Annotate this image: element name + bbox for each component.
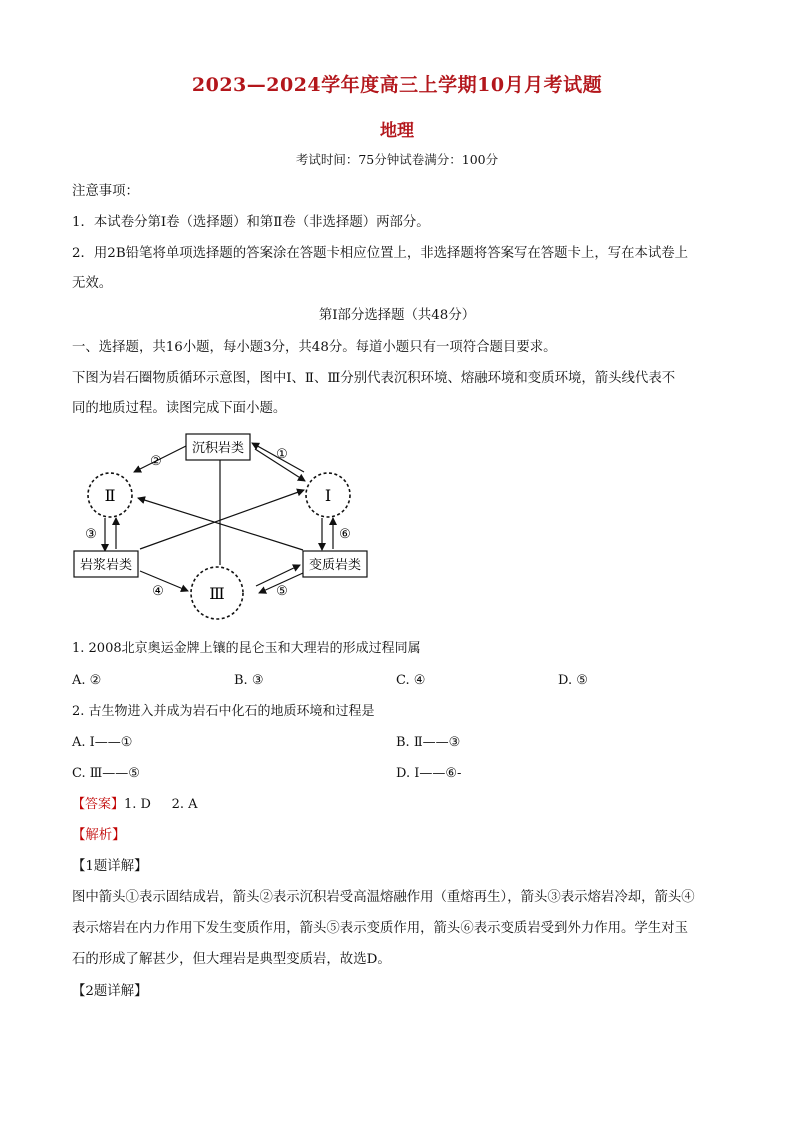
label-arrow-5: ⑤ bbox=[276, 584, 288, 599]
box-sedimentary-label: 沉积岩类 bbox=[191, 441, 245, 456]
label-arrow-4: ④ bbox=[152, 584, 164, 599]
question-2-stem: 2. 古生物进入并成为岩石中化石的地质环境和过程是 bbox=[72, 704, 375, 719]
arrow-magmatic-to-I bbox=[140, 490, 304, 549]
rock-cycle-diagram bbox=[60, 425, 380, 625]
detail-1-line-3: 石的形成了解甚少，但大理岩是典型变质岩，故选D。 bbox=[72, 952, 391, 967]
part-heading: 第Ⅰ部分选择题（共48分） bbox=[318, 308, 476, 323]
question-1-option-a: A. ② bbox=[72, 673, 102, 688]
label-arrow-6: ⑥ bbox=[339, 527, 351, 542]
answer-row bbox=[72, 795, 198, 815]
answer-text: 1. D 2. A bbox=[124, 797, 198, 812]
notes-item-1: 1．本试卷分第Ⅰ卷（选择题）和第Ⅱ卷（非选择题）两部分。 bbox=[72, 215, 430, 230]
question-1-option-b: B. ③ bbox=[234, 673, 264, 688]
section-intro: 一、选择题，共16小题，每小题3分，共48分。每道小题只有一项符合题目要求。 bbox=[72, 340, 557, 355]
subject-title: 地理 bbox=[380, 121, 414, 141]
detail-1-line-1: 图中箭头①表示固结成岩，箭头②表示沉积岩受高温熔融作用（重熔再生），箭头③表示熔岩冷却，箭头④ bbox=[72, 890, 695, 905]
question-1-option-c: C. ④ bbox=[396, 673, 426, 688]
node-III-label: Ⅲ bbox=[209, 584, 225, 603]
arrow-4 bbox=[140, 571, 188, 591]
answer-label: 【答案】 bbox=[72, 797, 125, 812]
box-magmatic-label: 岩浆岩类 bbox=[79, 558, 133, 573]
arrow-5-up bbox=[256, 565, 300, 586]
passage-line-1: 下图为岩石圈物质循环示意图，图中Ⅰ、Ⅱ、Ⅲ分别代表沉积环境、熔融环境和变质环境，箭头线代表不 bbox=[72, 371, 676, 386]
detail-1-line-2: 表示熔岩在内力作用下发生变质作用，箭头⑤表示变质作用，箭头⑥表示变质岩受到外力作用。学生对玉 bbox=[72, 921, 688, 936]
exam-info: 考试时间：75分钟试卷满分：100分 bbox=[295, 152, 499, 167]
box-metamorphic-label: 变质岩类 bbox=[308, 558, 362, 573]
detail-1-label: 【1题详解】 bbox=[72, 859, 148, 874]
node-II-label: Ⅱ bbox=[104, 486, 116, 505]
label-arrow-3: ③ bbox=[85, 527, 97, 542]
question-2-option-c: C. Ⅲ——⑤ bbox=[72, 766, 140, 781]
question-1-option-d: D. ⑤ bbox=[558, 673, 588, 688]
analysis-label: 【解析】 bbox=[72, 828, 126, 843]
question-1-stem: 1. 2008北京奥运金牌上镶的昆仑玉和大理岩的形成过程同属 bbox=[72, 641, 421, 656]
node-I-label: Ⅰ bbox=[324, 486, 332, 505]
question-2-option-d: D. Ⅰ——⑥- bbox=[396, 766, 462, 781]
label-arrow-1: ① bbox=[276, 447, 288, 462]
exam-title: 2023—2024学年度高三上学期10月月考试题 bbox=[191, 74, 603, 96]
detail-2-label: 【2题详解】 bbox=[72, 984, 148, 999]
question-2-option-b: B. Ⅱ——③ bbox=[396, 735, 461, 750]
notes-heading: 注意事项： bbox=[72, 184, 139, 199]
passage-line-2: 同的地质过程。读图完成下面小题。 bbox=[72, 401, 287, 416]
question-2-option-a: A. Ⅰ——① bbox=[72, 735, 133, 750]
label-arrow-2: ② bbox=[150, 454, 162, 469]
notes-item-2-line-2: 无效。 bbox=[72, 276, 113, 291]
notes-item-2-line-1: 2．用2B铅笔将单项选择题的答案涂在答题卡相应位置上，非选择题将答案写在答题卡上，写在本试卷上 bbox=[72, 246, 689, 261]
